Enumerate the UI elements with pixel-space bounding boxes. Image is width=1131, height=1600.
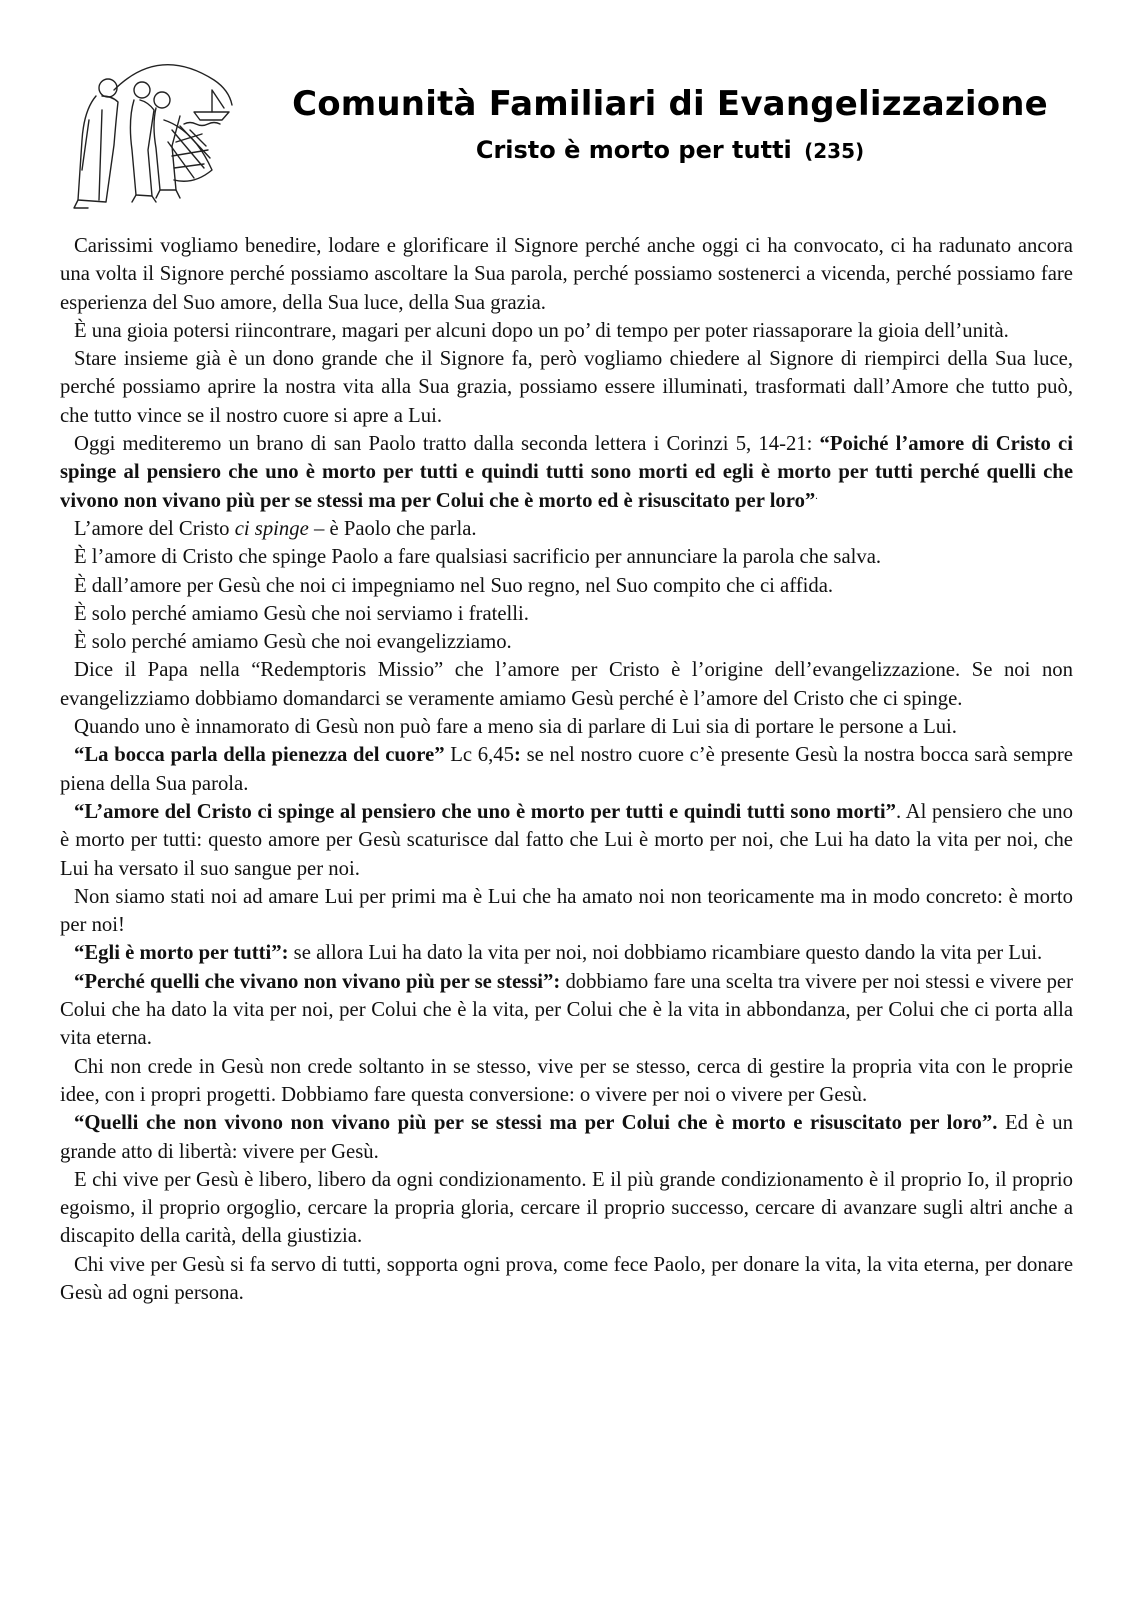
text-run: L’amore del Cristo bbox=[74, 517, 235, 540]
paragraph bbox=[60, 741, 1073, 798]
text-run: . bbox=[815, 490, 818, 502]
bold-quote: “Poiché l’amore di Cristo ci spinge al pensiero che uno è morto per tutti e quindi tutti sono morti ed egli è morto per tutti perché quelli che vivono non vivano più per se stessi ma per Colui che è morto ed è risuscitato per loro” bbox=[60, 433, 1073, 512]
text-run: È solo perché amiamo Gesù che noi evangelizziamo. bbox=[74, 631, 512, 654]
page-title: Comunità Familiari di Evangelizzazione bbox=[292, 84, 1048, 124]
italic-text: ci spinge bbox=[234, 517, 309, 540]
bold-quote: “La bocca parla della pienezza del cuore” bbox=[74, 744, 445, 767]
paragraph bbox=[60, 317, 1073, 345]
paragraph bbox=[60, 1166, 1073, 1251]
text-run: se allora Lui ha dato la vita per noi, noi dobbiamo ricambiare questo dando la vita per Lui. bbox=[288, 942, 1043, 965]
text-run: È l’amore di Cristo che spinge Paolo a fare qualsiasi sacrificio per annunciare la parola che salva. bbox=[74, 546, 882, 569]
text-run: Stare insieme già è un dono grande che il Signore fa, però vogliamo chiedere al Signore di riempirci della Sua luce, perché possiamo aprire la nostra vita alla Sua grazia, possiamo essere illuminati, trasformati dall’Amore che tutto può, che tutto vince se il nostro cuore si apre a Lui. bbox=[60, 348, 1073, 427]
text-run: Lc 6,45 bbox=[444, 744, 514, 767]
paragraph bbox=[60, 1053, 1073, 1110]
paragraph bbox=[60, 939, 1073, 967]
paragraph bbox=[60, 628, 1073, 656]
paragraph bbox=[60, 968, 1073, 1053]
text-run: È dall’amore per Gesù che noi ci impegniamo nel Suo regno, nel Suo compito che ci affida. bbox=[74, 574, 834, 597]
text-run: E chi vive per Gesù è libero, libero da ogni condizionamento. E il più grande condizionamento è il proprio Io, il proprio egoismo, il proprio orgoglio, cercare la propria gloria, cercare il proprio successo, cercare di avanzare sugli altri anche a discapito della carità, della giustizia. bbox=[60, 1168, 1073, 1248]
text-run: Carissimi vogliamo benedire, lodare e glorificare il Signore perché anche oggi ci ha convocato, ci ha radunato ancora una volta il Signore perché possiamo ascoltare la Sua parola, perché possiamo sostenerci a vicenda, perché possiamo fare esperienza del Suo amore, della Sua luce, della Sua grazia. bbox=[60, 235, 1073, 314]
logo-illustration bbox=[44, 50, 234, 215]
paragraph bbox=[60, 345, 1073, 430]
text-run: Dice il Papa nella “Redemptoris Missio” che l’amore per Cristo è l’origine dell’evangelizzazione. Se noi non evangelizziamo dobbiamo domandarci se veramente amiamo Gesù perché è l’amore del Cristo che ci spinge. bbox=[60, 659, 1073, 710]
bold-quote: “Egli è morto per tutti”: bbox=[74, 942, 289, 965]
subtitle-text: Cristo è morto per tutti bbox=[475, 136, 792, 164]
bold-quote: “Perché quelli che vivano non vivano più per se stessi”: bbox=[74, 970, 561, 993]
paragraph bbox=[60, 883, 1073, 940]
text-run: Quando uno è innamorato di Gesù non può fare a meno sia di parlare di Lui sia di portare le persone a Lui. bbox=[74, 716, 957, 739]
paragraph bbox=[60, 515, 1073, 543]
text-run: Chi non crede in Gesù non crede soltanto in se stesso, vive per se stesso, cerca di gestire la propria vita con le proprie idee, con i propri progetti. Dobbiamo fare questa conversione: o vivere per noi o vivere per Gesù. bbox=[60, 1055, 1073, 1106]
text-run: dobbiamo fare una scelta tra vivere per noi stessi e vivere per Colui che ha dato la vita per noi, per Colui che è la vita, per Colui che è la vita in abbondanza, per Colui che ci porta alla vita eterna. bbox=[60, 970, 1073, 1050]
text-run: se nel nostro cuore c’è presente Gesù la nostra bocca sarà sempre piena della Sua parola. bbox=[60, 744, 1073, 795]
text-run: . Al pensiero che uno è morto per tutti: questo amore per Gesù scaturisce dal fatto che Lui è morto per noi, che Lui ha dato la vita per noi, che Lui ha versato il suo sangue per noi. bbox=[60, 800, 1073, 880]
paragraph bbox=[60, 1251, 1073, 1308]
issue-number: (235) bbox=[804, 139, 865, 163]
text-run: Oggi mediteremo un brano di san Paolo tratto dalla seconda lettera i Corinzi 5, 14-21: bbox=[74, 433, 820, 456]
paragraph bbox=[60, 572, 1073, 600]
article-body bbox=[60, 232, 1073, 1307]
bold-quote: “L’amore del Cristo ci spinge al pensiero che uno è morto per tutti e quindi tutti sono morti” bbox=[74, 800, 897, 823]
paragraph bbox=[60, 798, 1073, 883]
paragraph bbox=[60, 232, 1073, 317]
text-run: Ed è un grande atto di libertà: vivere per Gesù. bbox=[60, 1112, 1073, 1163]
paragraph bbox=[60, 713, 1073, 741]
text-run: È una gioia potersi riincontrare, magari per alcuni dopo un po’ di tempo per poter riassaporare la gioia dell’unità. bbox=[74, 319, 1009, 342]
text-run: Non siamo stati noi ad amare Lui per primi ma è Lui che ha amato noi non teoricamente ma in modo concreto: è morto per noi! bbox=[60, 885, 1073, 937]
page-subtitle bbox=[250, 136, 1090, 164]
paragraph bbox=[60, 430, 1073, 515]
text-run: – è Paolo che parla. bbox=[308, 517, 477, 540]
paragraph bbox=[60, 600, 1073, 628]
paragraph bbox=[60, 1109, 1073, 1166]
bold-quote: : bbox=[514, 744, 521, 767]
text-run: È solo perché amiamo Gesù che noi serviamo i fratelli. bbox=[74, 602, 529, 625]
bold-quote: “Quelli che non vivono non vivano più per se stessi ma per Colui che è morto e risuscitato per loro”. bbox=[74, 1112, 998, 1135]
paragraph bbox=[60, 656, 1073, 713]
paragraph bbox=[60, 543, 1073, 571]
text-run: Chi vive per Gesù si fa servo di tutti, sopporta ogni prova, come fece Paolo, per donare la vita, la vita eterna, per donare Gesù ad ogni persona. bbox=[60, 1253, 1073, 1304]
